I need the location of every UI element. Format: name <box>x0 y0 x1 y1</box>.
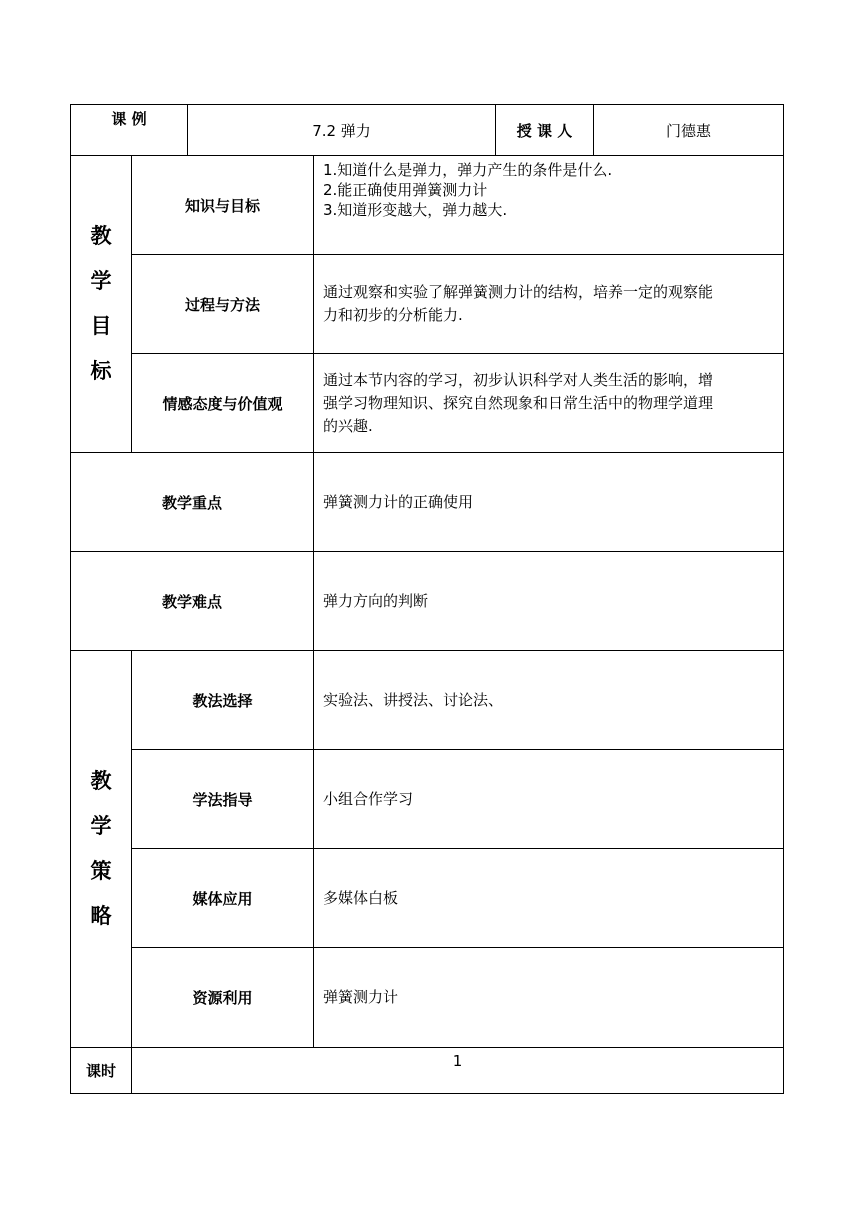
strategy-char: 教 <box>90 769 112 793</box>
goal-value-process <box>313 254 784 354</box>
strategy-value-resources: 弹簧测力计 <box>313 947 784 1048</box>
lesson-label-cell <box>70 104 188 156</box>
goals-char: 学 <box>90 269 112 293</box>
teacher-label: 授 课 人 <box>516 121 573 140</box>
goal-line: 3.知道形变越大，弹力越大. <box>323 201 508 219</box>
goal-line: 的兴趣. <box>323 416 373 435</box>
strategy-value-method: 实验法、讲授法、讨论法、 <box>313 650 784 750</box>
strategy-label-media: 媒体应用 <box>131 848 314 948</box>
goal-line: 通过本节内容的学习，初步认识科学对人类生活的影响，增 <box>323 370 714 389</box>
goal-value-knowledge <box>313 155 784 255</box>
strategy-label-resources: 资源利用 <box>131 947 314 1048</box>
goal-label-attitude: 情感态度与价值观 <box>131 353 314 453</box>
difficulty-value: 弹力方向的判断 <box>313 551 784 651</box>
strategy-char: 策 <box>90 859 112 883</box>
key-point-label: 教学重点 <box>70 452 314 552</box>
lesson-title: 7.2 弹力 <box>312 121 371 140</box>
lesson-plan-table <box>70 104 784 1094</box>
period-value: 1 <box>452 1052 463 1070</box>
period-label: 课时 <box>70 1047 132 1094</box>
lesson-label: 课 例 <box>111 110 147 128</box>
goals-char: 教 <box>90 224 112 248</box>
goal-value-attitude <box>313 353 784 453</box>
goals-char: 目 <box>90 314 112 338</box>
goal-line: 2.能正确使用弹簧测力计 <box>323 181 488 199</box>
goals-section-label <box>70 155 132 453</box>
goals-char: 标 <box>90 359 112 383</box>
strategy-label-guidance: 学法指导 <box>131 749 314 849</box>
lesson-value-cell <box>187 104 496 156</box>
teacher-label-cell <box>495 104 594 156</box>
teacher-value-cell <box>593 104 784 156</box>
strategy-value-media: 多媒体白板 <box>313 848 784 948</box>
goal-line: 1.知道什么是弹力，弹力产生的条件是什么. <box>323 161 613 179</box>
strategy-label-method: 教法选择 <box>131 650 314 750</box>
strategy-char: 学 <box>90 814 112 838</box>
goal-line: 强学习物理知识、探究自然现象和日常生活中的物理学道理 <box>323 393 714 412</box>
goal-line: 通过观察和实验了解弹簧测力计的结构，培养一定的观察能 <box>323 283 714 301</box>
strategy-section-label <box>70 650 132 1048</box>
period-value-cell <box>131 1047 784 1094</box>
key-point-value: 弹簧测力计的正确使用 <box>313 452 784 552</box>
difficulty-label: 教学难点 <box>70 551 314 651</box>
goal-label-process: 过程与方法 <box>131 254 314 354</box>
goal-label-knowledge: 知识与目标 <box>131 155 314 255</box>
teacher-name: 门德惠 <box>665 121 711 140</box>
strategy-char: 略 <box>90 904 112 928</box>
strategy-value-guidance: 小组合作学习 <box>313 749 784 849</box>
goal-line: 力和初步的分析能力. <box>323 306 463 324</box>
